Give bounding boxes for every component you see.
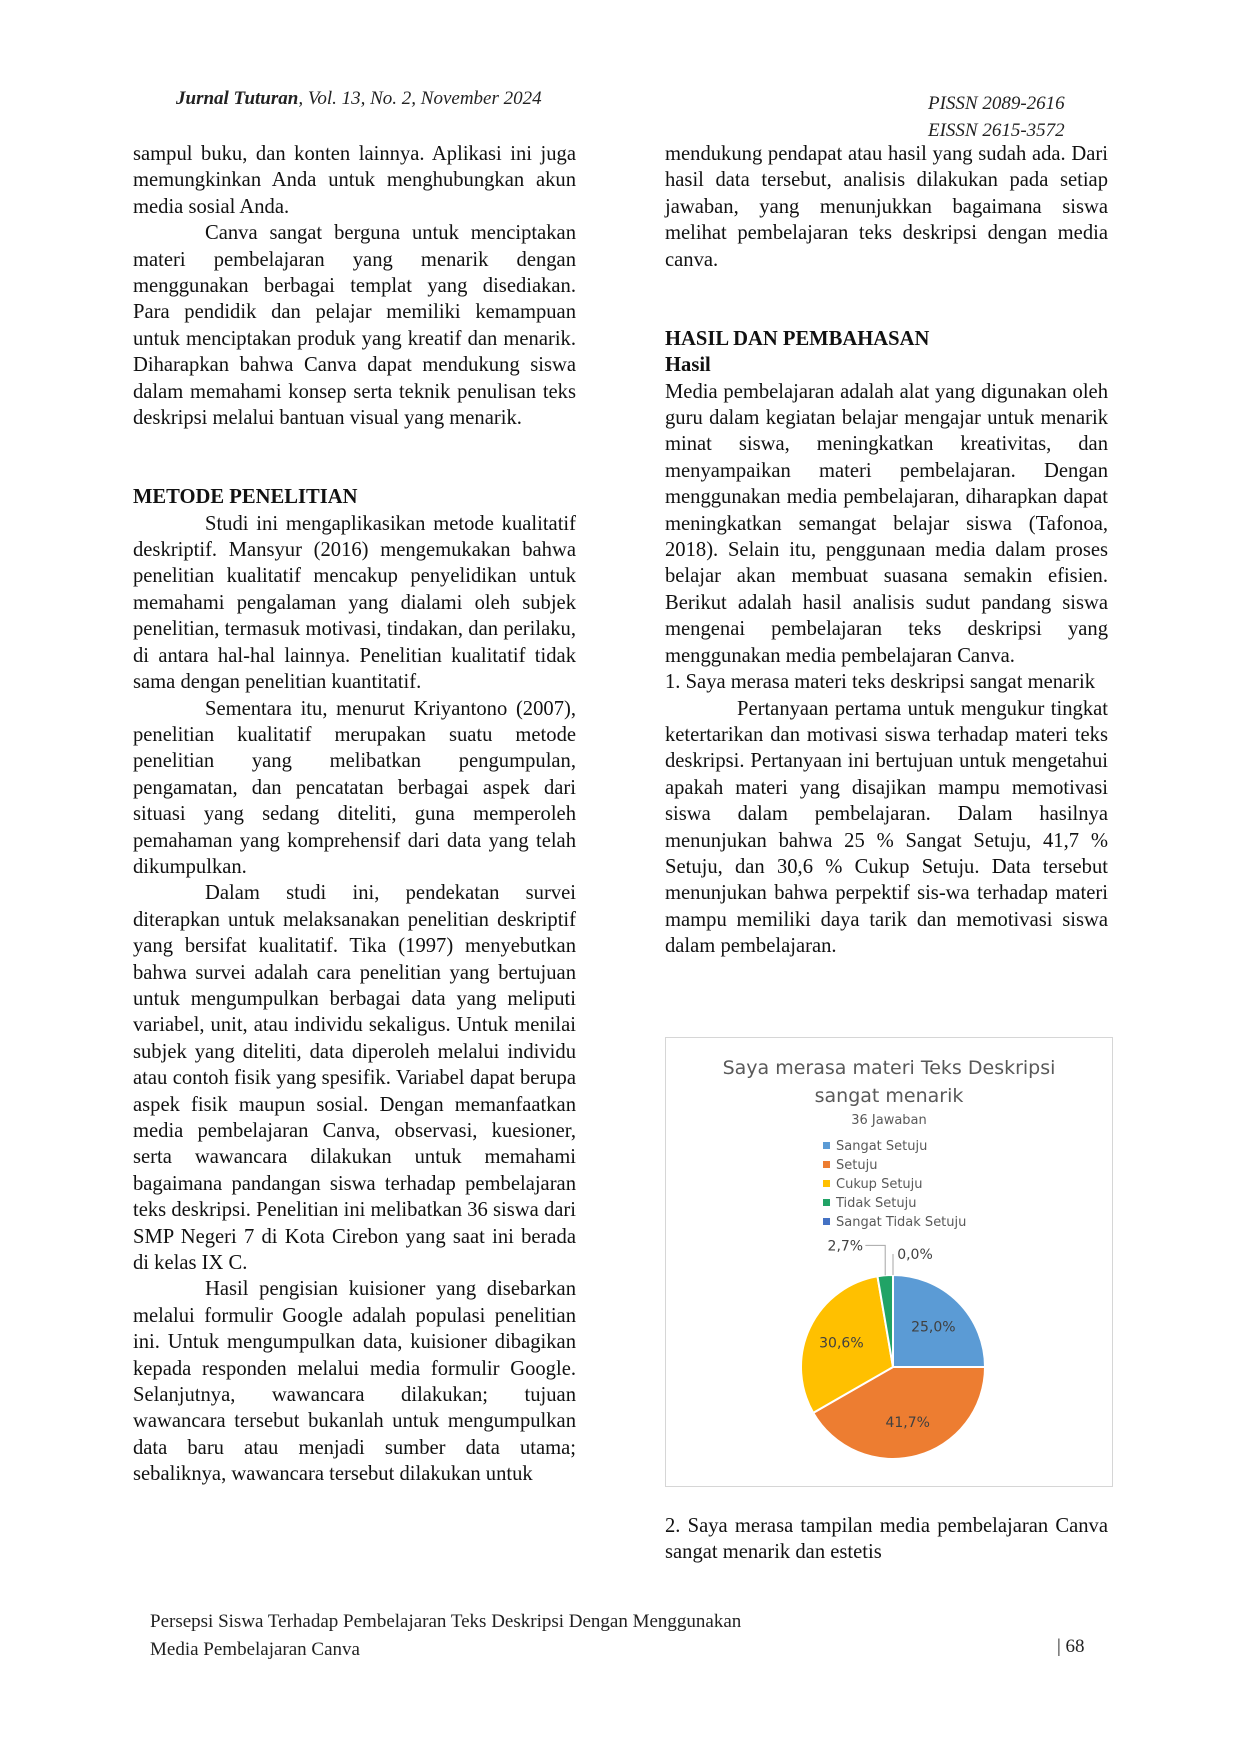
subheading-hasil: Hasil [665,354,711,377]
paragraph: Canva sangat berguna untuk menciptakan materi pembelajaran yang menarik dengan menggunakan berbagai templat yang disediakan. Para pendidik dan pelajar memiliki kemampuan untuk menciptakan produk yang kreatif dan menarik. Diharapkan bahwa Canva dapat mendukung siswa dalam memahami konsep serta teknik penulisan teks deskripsi melalui bantuan visual yang menarik. [133,222,576,430]
leader-line [865,1245,885,1275]
legend-swatch [823,1142,830,1149]
journal-volume: , Vol. 13, No. 2, November 2024 [298,88,542,109]
paragraph: sampul buku, dan konten lainnya. Aplikasi ini juga memungkinkan Anda untuk menghubungkan akun media sosial Anda. [133,143,576,218]
pie-data-label: 30,6% [819,1335,864,1352]
paragraph: Media pembelajaran adalah alat yang digunakan oleh guru dalam kegiatan belajar mengajar untuk menarik minat siswa, meningkatkan kreativitas, dan menyampaikan materi pembelajaran. Dengan menggunakan media pembelajaran, diharapkan dapat meningkatkan semangat belajar siswa (Tafonoa, 2018). Selain itu, penggunaan media dalam proses belajar akan membuat suasana semakin efisien. Berikut adalah hasil analisis sudut pandang siswa mengenai pembelajaran teks deskripsi yang menggunakan media pembelajaran Canva. [665,380,1108,667]
spacer [665,273,1108,326]
legend-label: Tidak Setuju [836,1196,917,1211]
paragraph: mendukung pendapat atau hasil yang sudah ada. Dari hasil data tersebut, analisis dilakukan pada setiap jawaban, yang menunjukkan bagaimana siswa melihat pembelajaran teks deskripsi dengan media canva. [665,143,1108,271]
footer-title [150,1608,741,1664]
pie-chart [666,1038,1112,1486]
chart-legend [823,1139,966,1230]
left-column [133,141,576,1488]
legend-swatch [823,1199,830,1206]
paragraph: Studi ini mengaplikasikan metode kualitatif deskriptif. Mansyur (2016) mengemukakan bahwa penelitian kualitatif mencakup penyelidikan untuk memahami pengalaman yang dialami oleh subjek penelitian, termasuk motivasi, tindakan, dan perilaku, di antara hal-hal lainnya. Penelitian kualitatif tidak sama dengan penelitian kuantitatif. [133,512,576,694]
pie-data-label: 2,7% [827,1238,864,1255]
legend-label: Sangat Setuju [836,1139,928,1154]
question-1: 1. Saya merasa materi teks deskripsi sangat menarik [665,671,1096,694]
footer-line2: Media Pembelajaran Canva [150,1639,360,1660]
pie-chart-figure [665,1037,1113,1487]
section-heading-method: METODE PENELITIAN [133,486,358,509]
paragraph: Sementara itu, menurut Kriyantono (2007), penelitian kualitatif merupakan suatu metode penelitian yang melibatkan pengumpulan, pengamatan, dan pencatatan berbagai aspek dari situasi yang sedang diteliti, guna memperoleh pemahaman yang komprehensif dari data yang telah dikumpulkan. [133,697,576,878]
chart-title-line2: sangat menarik [814,1085,964,1107]
legend-label: Cukup Setuju [836,1177,923,1192]
legend-swatch [823,1180,830,1187]
paragraph: Dalam studi ini, pendekatan survei diterapkan untuk melaksanakan penelitian deskriptif yang bersifat kualitatif. Tika (1997) menyebutkan bahwa survei adalah cara penelitian yang bertujuan untuk mengumpulkan berbagai data yang meliputi variabel, unit, atau individu sekaligus. Untuk menilai subjek yang diteliti, data diperoleh melalui individu atau contoh fisik yang spesifik. Variabel dapat berupa aspek fisik maupun sosial. Dengan memanfaatkan media pembelajaran Canva, observasi, kuesioner, serta wawancara dilakukan untuk memahami bagaimana pandangan siswa terhadap pembelajaran teks deskripsi. Penelitian ini melibatkan 36 siswa dari SMP Negeri 7 di Kota Cirebon yang saat ini berada di kelas IX C. [133,882,576,1275]
pissn: PISSN 2089-2616 [928,93,1065,114]
question-2: 2. Saya merasa tampilan media pembelajaran Canva sangat menarik dan estetis [665,1515,1108,1564]
pie-slices [801,1275,985,1459]
paragraph: Hasil pengisian kuisioner yang disebarkan melalui formulir Google adalah populasi penelitian ini. Untuk mengumpulkan data, kuisioner dibagikan kepada responden melalui media formulir Google. Selanjutnya, wawancara dilakukan; tujuan wawancara tersebut bukanlah untuk mengumpulkan data baru atau menjadi sumber data utama; sebaliknya, wawancara tersebut dilakukan untuk [133,1278,576,1486]
right-column [665,141,1108,960]
issn-block [928,90,1065,144]
section-heading-results: HASIL DAN PEMBAHASAN [665,327,930,350]
legend-label: Setuju [836,1158,878,1173]
chart-subtitle: 36 Jawaban [851,1113,927,1128]
legend-label: Sangat Tidak Setuju [836,1215,967,1230]
legend-swatch [823,1161,830,1168]
footer-line1: Persepsi Siswa Terhadap Pembelajaran Teks Deskripsi Dengan Menggunakan [150,1611,742,1632]
pie-data-label: 0,0% [897,1247,933,1263]
legend-swatch [823,1218,830,1225]
journal-name: Jurnal Tuturan [176,88,299,109]
page-number: | 68 [1057,1636,1085,1657]
journal-header [176,88,542,110]
pie-data-label: 41,7% [885,1415,930,1432]
pie-data-label: 25,0% [911,1319,956,1336]
eissn: EISSN 2615-3572 [928,120,1065,141]
chart-title-line1: Saya merasa materi Teks Deskripsi [722,1057,1056,1079]
spacer [133,431,576,484]
paragraph: Pertanyaan pertama untuk mengukur tingkat ketertarikan dan motivasi siswa terhadap materi teks deskripsi. Pertanyaan ini bertujuan untuk mengetahui apakah materi yang disajikan mampu memotivasi siswa dalam pembelajaran. Dalam hasilnya menunjukan bahwa 25 % Sangat Setuju, 41,7 % Setuju, dan 30,6 % Cukup Setuju. Data tersebut menunjukan bahwa perpektif sis-wa terhadap materi mampu memiliki daya tarik dan memotivasi siswa dalam pembelajaran. [665,697,1108,958]
